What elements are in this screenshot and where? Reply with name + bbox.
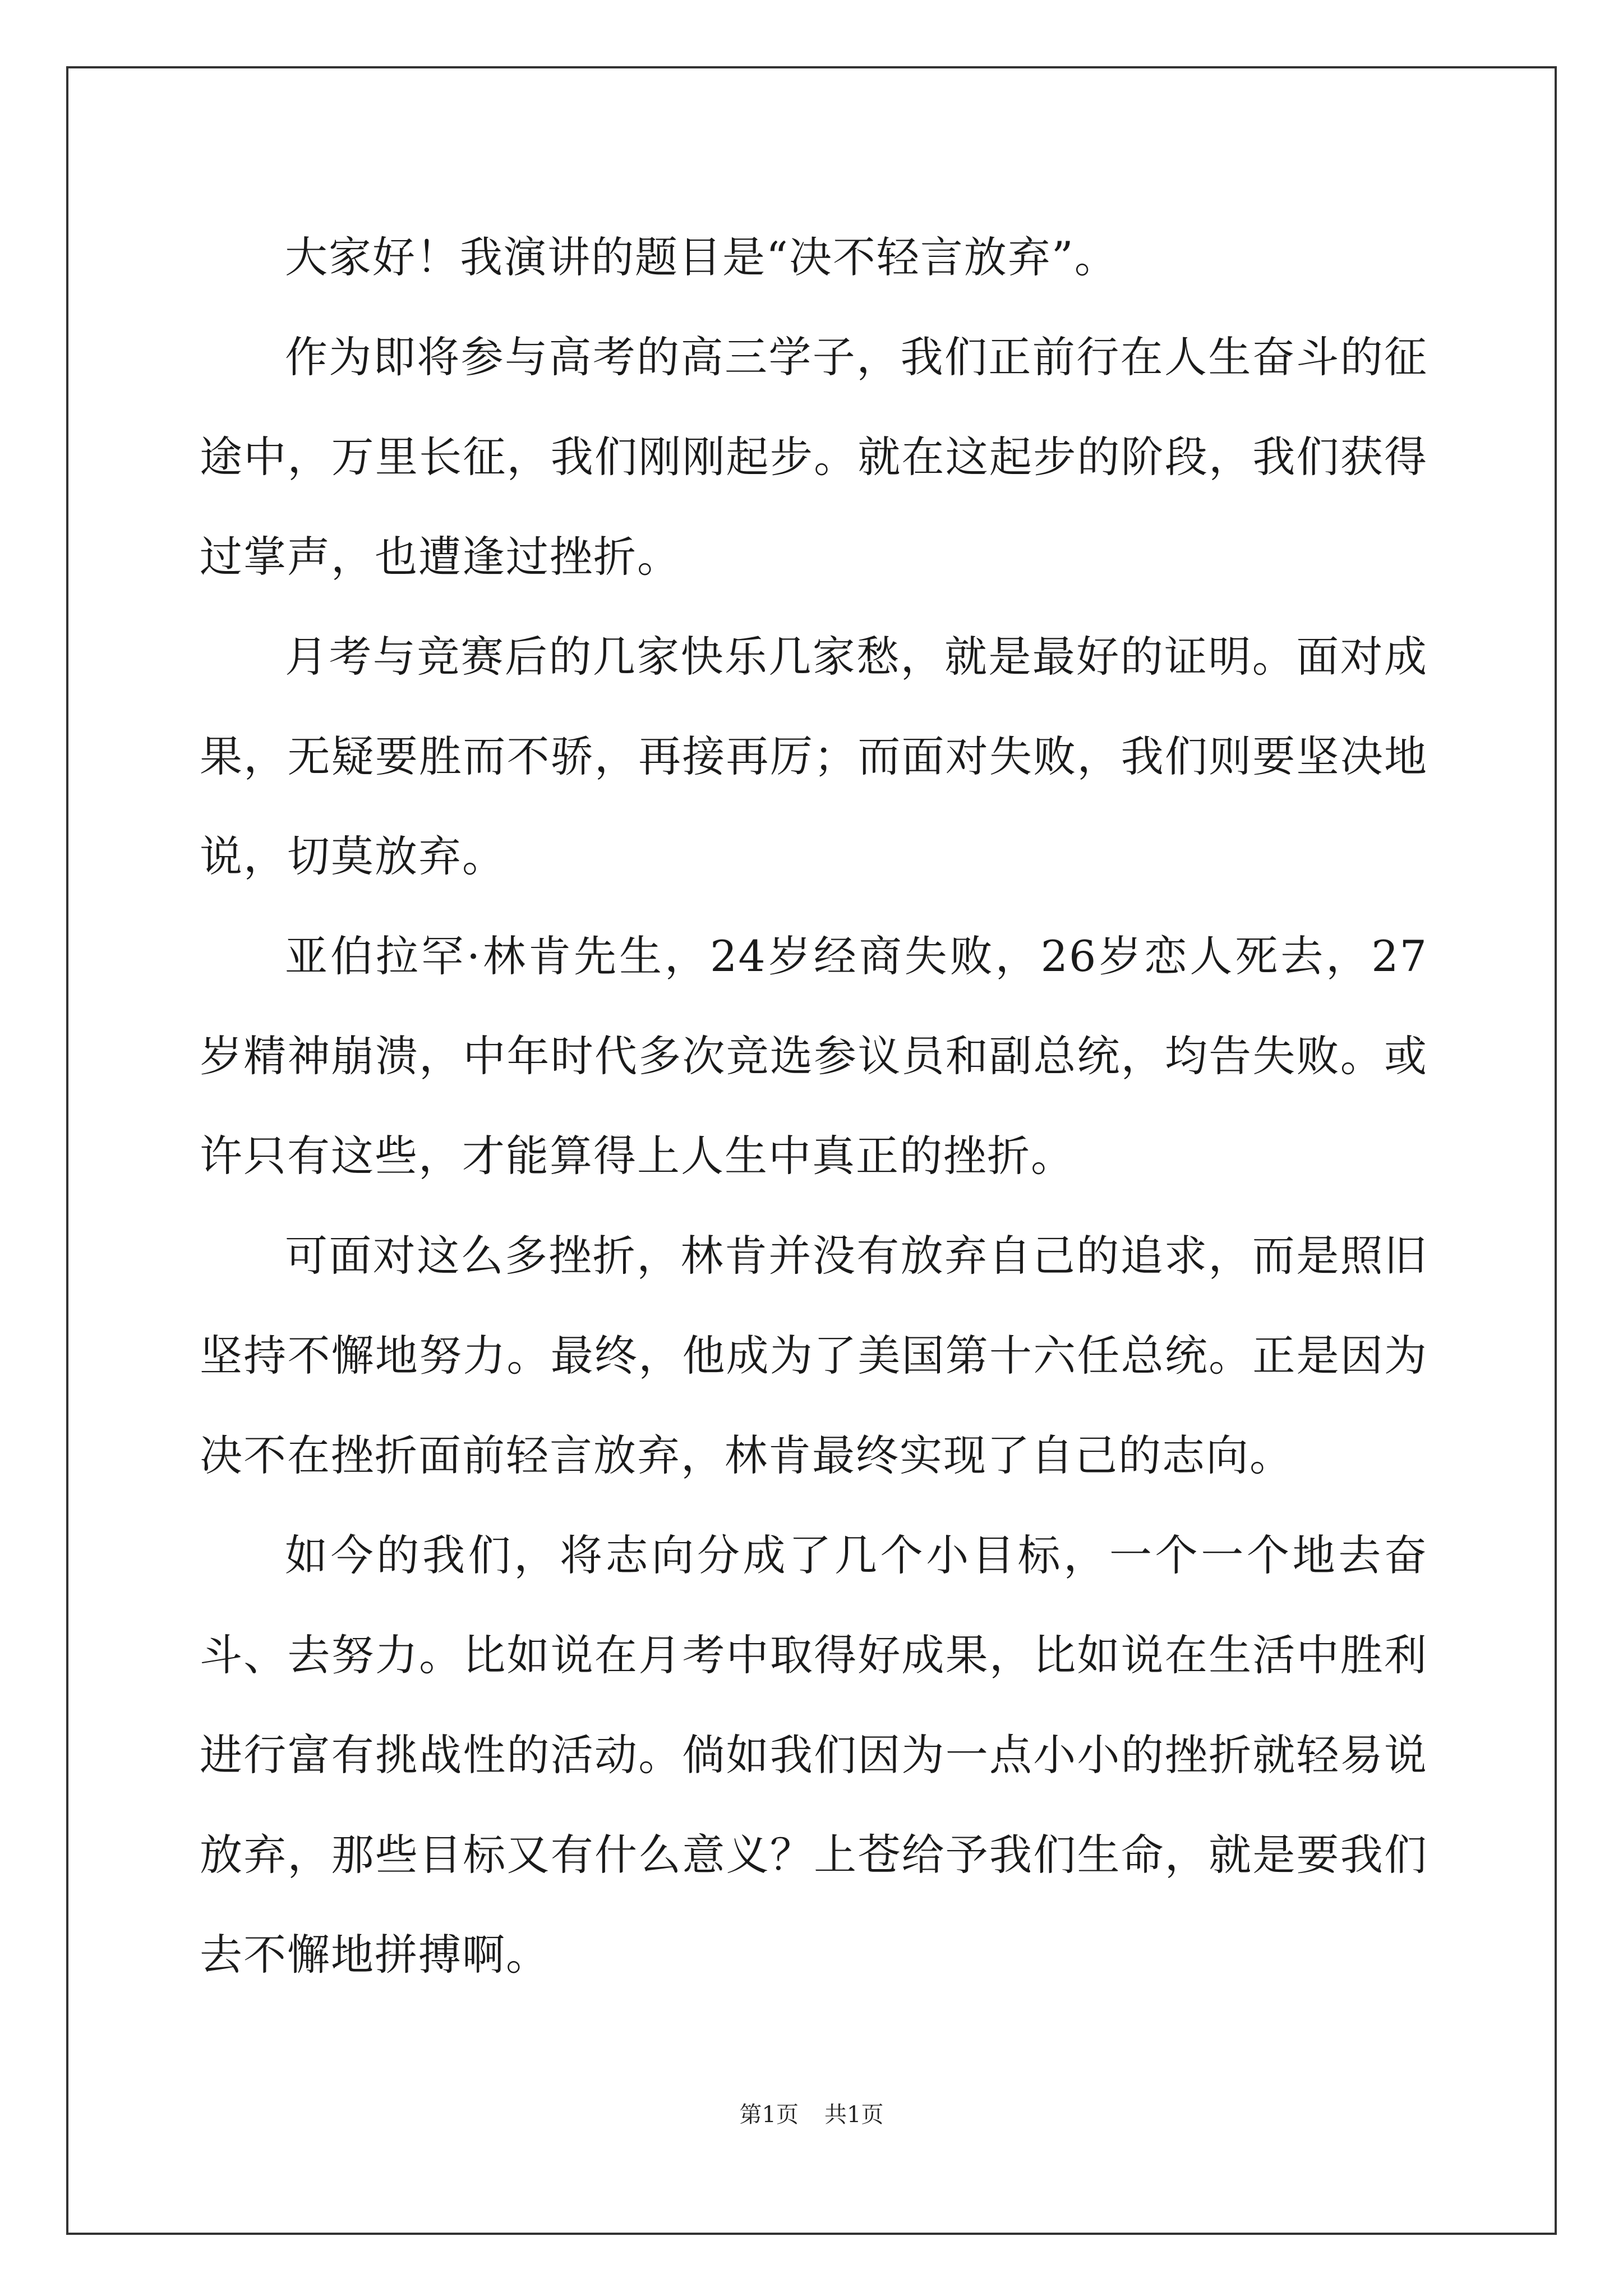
document-body <box>200 208 1428 2005</box>
paragraph: 可面对这么多挫折，林肯并没有放弃自己的追求，而是照旧坚持不懈地努力。最终，他成为了美国第十六任总统。正是因为决不在挫折面前轻言放弃，林肯最终实现了自己的志向。 <box>200 1231 1428 1480</box>
page-number: 第1页 <box>739 2102 799 2128</box>
page-footer <box>0 2098 1623 2132</box>
page-total: 共1页 <box>824 2102 884 2128</box>
paragraph: 大家好！我演讲的题目是“决不轻言放弃”。 <box>285 232 1118 282</box>
paragraph: 如今的我们，将志向分成了几个小目标，一个一个地去奋斗、去努力。比如说在月考中取得好成果，比如说在生活中胜利进行富有挑战性的活动。倘如我们因为一点小小的挫折就轻易说放弃，那些目标又有什么意义？上苍给予我们生命，就是要我们去不懈地拼搏啊。 <box>200 1530 1428 1980</box>
paragraph: 月考与竞赛后的几家快乐几家愁，就是最好的证明。面对成果，无疑要胜而不骄，再接再厉；而面对失败，我们则要坚决地说，切莫放弃。 <box>200 632 1428 881</box>
paragraph: 亚伯拉罕·林肯先生，24岁经商失败，26岁恋人死去，27岁精神崩溃，中年时代多次竞选参议员和副总统，均告失败。或许只有这些，才能算得上人生中真正的挫折。 <box>200 931 1428 1181</box>
paragraph: 作为即将参与高考的高三学子，我们正前行在人生奋斗的征途中，万里长征，我们刚刚起步。就在这起步的阶段，我们获得过掌声，也遭逢过挫折。 <box>200 332 1428 582</box>
